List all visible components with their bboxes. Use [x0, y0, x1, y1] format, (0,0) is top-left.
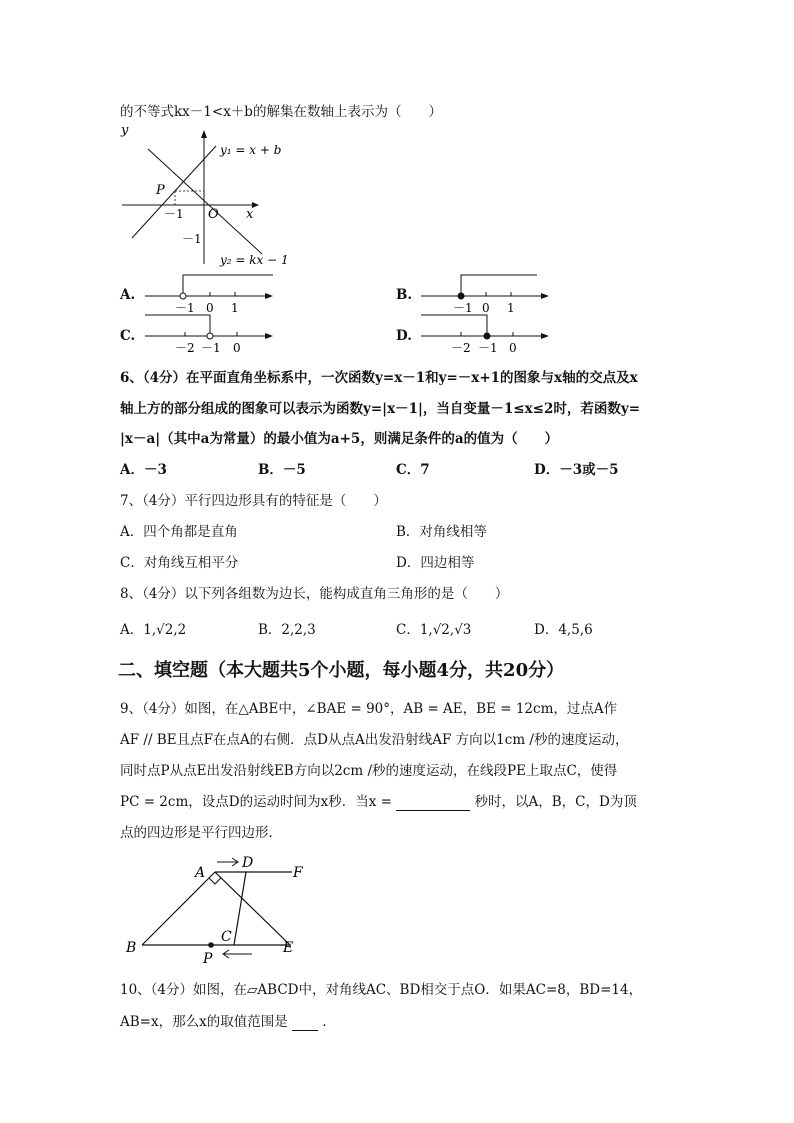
q9-line2: AF // BE且点F在点A的右侧．点D从点A出发沿射线AF 方向以1cm /秒的速度运动，: [120, 732, 629, 748]
svg-text:D: D: [242, 855, 254, 871]
svg-text:1: 1: [231, 301, 239, 315]
y-label: y: [121, 124, 129, 138]
option-b-numberline: [419, 272, 551, 316]
q6-line1: 6、（4分）在平面直角坐标系中，一次函数y=x－1和y=－x+1的图象与x轴的交点及x: [120, 370, 638, 386]
svg-text:E: E: [283, 940, 294, 956]
line-y1-label: y₁ = x + b: [220, 143, 282, 157]
q7-option-c[interactable]: C．对角线互相平分: [120, 555, 239, 571]
q7-option-d[interactable]: D．四边相等: [396, 555, 475, 571]
svg-text:－1: －1: [453, 301, 473, 315]
q9-line1: 9、（4分）如图，在△ABE中，∠BAE = 90°，AB = AE，BE = 12cm，过点A作: [120, 701, 618, 717]
line-y1: [132, 146, 216, 238]
q9-line4-start: PC = 2cm，设点D的运动时间为x秒．当x =: [120, 794, 392, 810]
q8-option-d[interactable]: D．4,5,6: [534, 622, 593, 638]
q7-option-a[interactable]: A．四个角都是直角: [120, 524, 238, 540]
option-a-numberline: [143, 272, 275, 316]
svg-text:0: 0: [206, 301, 214, 315]
q9-answer-blank[interactable]: [396, 794, 470, 811]
q6-option-b[interactable]: B．－5: [258, 462, 306, 478]
q9-figure: [120, 853, 320, 968]
option-d-numberline: [419, 312, 551, 356]
q10-line2-end: ．: [322, 1014, 336, 1030]
q6-option-a[interactable]: A．－3: [120, 462, 167, 478]
section-2-title: 二、填空题（本大题共5个小题，每小题4分，共20分）: [118, 660, 565, 681]
q6-line3: |x－a|（其中a为常量）的最小值为a+5，则满足条件的a的值为（ ）: [120, 431, 559, 447]
tick-x-label: －1: [164, 207, 184, 221]
q10-line1: 10、（4分）如图，在▱ABCD中，对角线AC、BD相交于点O．如果AC=8，BD=14，: [120, 982, 643, 998]
option-d-letter: D.: [396, 328, 412, 344]
option-a-letter: A.: [120, 287, 136, 303]
q8-option-b[interactable]: B．2,2,3: [258, 622, 316, 638]
option-c-letter: C.: [120, 328, 136, 344]
q5-graph: [112, 124, 292, 270]
q7-stem: 7、（4分）平行四边形具有的特征是（ ）: [120, 493, 387, 509]
point-p-label: P: [156, 183, 165, 198]
q10-answer-blank[interactable]: [292, 1014, 318, 1031]
tick-y-label: －1: [182, 232, 202, 246]
svg-text:B: B: [126, 940, 137, 956]
svg-text:－1: －1: [201, 341, 221, 355]
option-c-numberline: [143, 312, 275, 356]
x-label: x: [246, 207, 254, 222]
q9-line5: 点的四边形是平行四边形．: [120, 825, 282, 841]
q7-option-b[interactable]: B．对角线相等: [396, 524, 487, 540]
q8-option-a[interactable]: A．1,√2,2: [120, 622, 187, 638]
q6-option-c[interactable]: C．7: [396, 462, 430, 478]
q9-line4-end: 秒时，以A，B，C，D为顶: [474, 794, 637, 810]
q10-line2-start: AB=x，那么x的取值范围是: [120, 1014, 288, 1030]
q6-option-d[interactable]: D．－3或－5: [534, 462, 619, 478]
svg-text:C: C: [221, 929, 232, 945]
q10-line2: [120, 1010, 336, 1031]
y-axis-arrow: [201, 130, 207, 138]
svg-text:0: 0: [233, 341, 241, 355]
line-y2-label: y₂ = kx − 1: [220, 253, 289, 267]
svg-text:0: 0: [482, 301, 490, 315]
svg-text:－2: －2: [451, 341, 471, 355]
svg-text:1: 1: [507, 301, 515, 315]
svg-text:－1: －1: [175, 301, 195, 315]
svg-text:－1: －1: [478, 341, 498, 355]
origin-label: O: [208, 207, 219, 222]
option-b-letter: B.: [396, 287, 413, 303]
svg-text:P: P: [203, 951, 213, 967]
svg-text:－2: －2: [175, 341, 195, 355]
q8-option-c[interactable]: C．1,√2,√3: [396, 622, 472, 638]
svg-text:A: A: [195, 865, 206, 881]
svg-text:F: F: [293, 865, 303, 881]
q5-stem: 的不等式kx－1<x＋b的解集在数轴上表示为（ ）: [120, 104, 442, 120]
q8-stem: 8、（4分）以下列各组数为边长，能构成直角三角形的是（ ）: [120, 586, 509, 602]
q6-line2: 轴上方的部分组成的图象可以表示为函数y=|x－1|，当自变量－1≤x≤2时，若函数y=: [120, 401, 641, 417]
svg-text:0: 0: [509, 341, 517, 355]
q9-line4: [120, 790, 637, 811]
q9-line3: 同时点P从点E出发沿射线EB方向以2cm /秒的速度运动，在线段PE上取点C，使得: [120, 763, 618, 779]
